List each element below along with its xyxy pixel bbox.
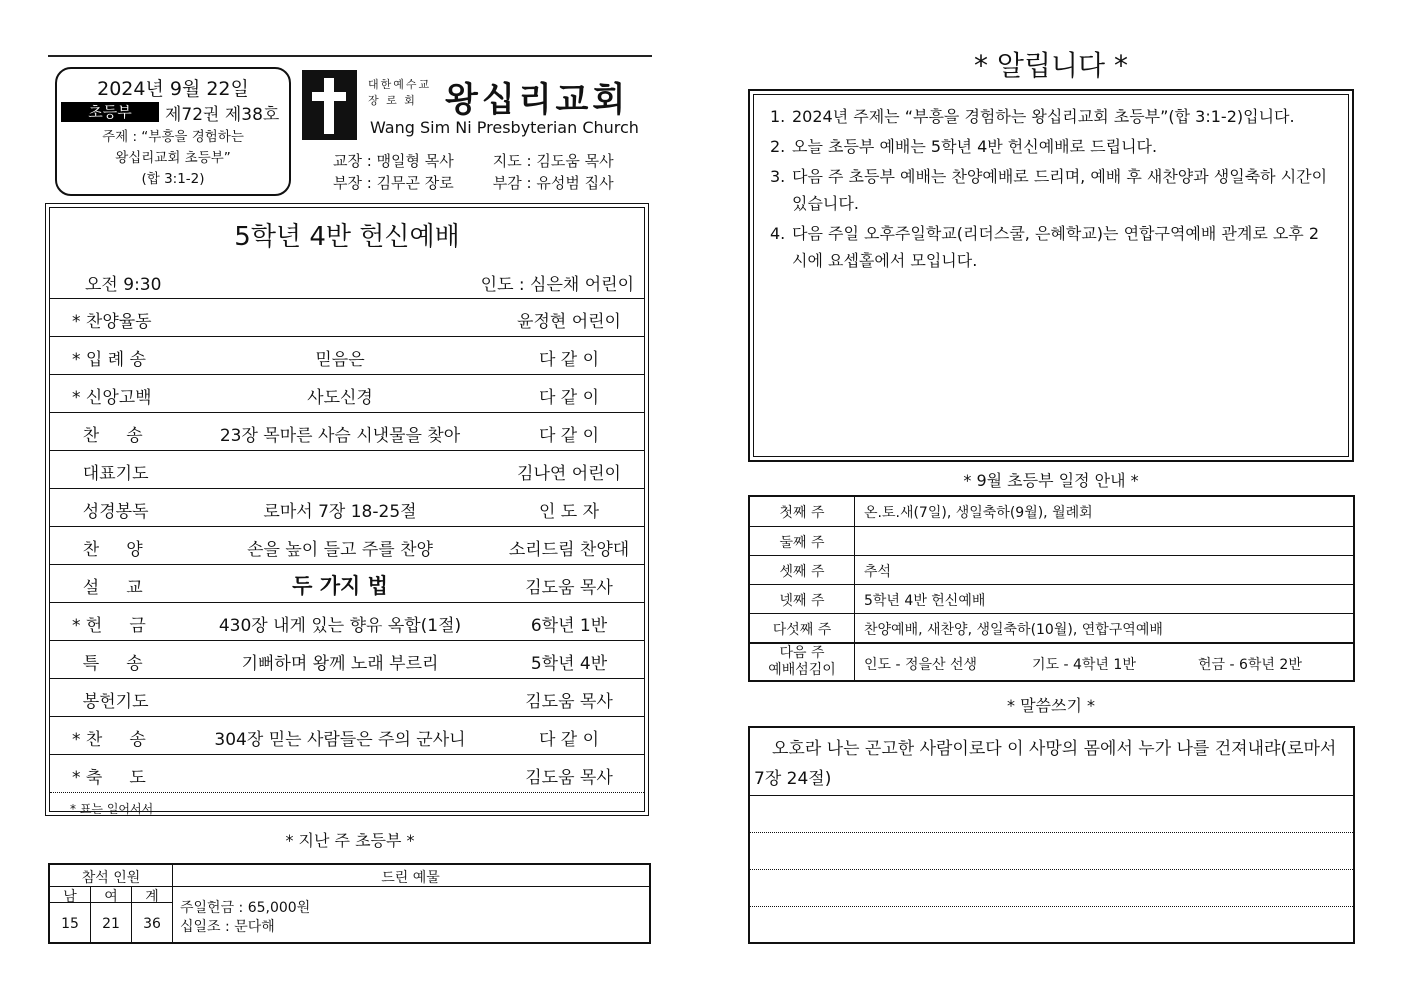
- schedule-week: 셋째 주: [779, 564, 825, 580]
- next-week-offering: 헌금 - 6학년 2반: [1198, 657, 1302, 673]
- order-part: * 신앙고백: [72, 388, 152, 408]
- order-person: 다 같 이: [538, 426, 600, 446]
- schedule-row: [750, 555, 1353, 585]
- schedule-week: 첫째 주: [779, 505, 825, 521]
- schedule-event: 찬양예배, 새찬양, 생일축하(10월), 연합구역예배: [864, 622, 1163, 638]
- schedule-week: 둘째 주: [779, 535, 825, 551]
- church-cross-logo: [302, 70, 357, 140]
- next-week-prayer: 기도 - 4학년 1반: [1032, 657, 1136, 673]
- notices-box: [748, 89, 1354, 462]
- schedule-row: [750, 526, 1353, 556]
- notices-list: [770, 103, 1334, 277]
- theme-line-2: 왕십리교회 초등부”: [115, 150, 231, 166]
- schedule-row: [750, 584, 1353, 614]
- schedule-event: 온.토.새(7일), 생일축하(9월), 월례회: [864, 505, 1093, 521]
- staff-row-2: [333, 172, 614, 193]
- worship-order-frame: [49, 207, 645, 816]
- schedule-row: [750, 613, 1353, 643]
- order-person: 김도움 목사: [525, 692, 613, 712]
- next-week-servers-label: [750, 645, 854, 679]
- order-part: 찬 송: [72, 426, 143, 446]
- notice-text: 2024년 주제는 “부흥을 경험하는 왕십리교회 초등부”(합 3:1-2)입니다.: [792, 107, 1295, 126]
- attendance-header: 참석 인원: [81, 870, 141, 886]
- next-week-label-line-1: 다음 주: [779, 645, 825, 661]
- vice-label: 부감 : 유성범 집사: [492, 174, 614, 192]
- next-week-servers-row: [750, 642, 1353, 684]
- schedule-title: * 9월 초등부 일정 안내 *: [963, 471, 1139, 490]
- notice-number: 4.: [770, 224, 786, 243]
- writing-line: [750, 832, 1353, 833]
- order-row: [50, 298, 644, 337]
- order-row: [50, 336, 644, 375]
- order-part: * 축 도: [72, 768, 146, 788]
- notice-item: [770, 133, 1334, 160]
- order-row: [50, 526, 644, 565]
- total-header: 계: [145, 889, 159, 905]
- order-part: * 입 례 송: [72, 350, 146, 370]
- order-part: 봉헌기도: [72, 692, 149, 712]
- department-badge: 초등부: [61, 102, 159, 122]
- notice-text: 다음 주일 오후주일학교(리더스쿨, 은혜학교)는 연합구역예배 관계로 오후 2시에 요셉홀에서 모입니다.: [792, 224, 1320, 270]
- denomination-line-1: 대한예수교: [368, 78, 432, 91]
- order-row: [50, 640, 644, 679]
- order-row: [50, 716, 644, 755]
- order-person: 다 같 이: [538, 388, 600, 408]
- director-label: 지도 : 김도움 목사: [492, 152, 614, 170]
- head-label: 부장 : 김무곤 장로: [333, 174, 454, 192]
- church-name-english: Wang Sim Ni Presbyterian Church: [370, 118, 639, 137]
- total-count: 36: [143, 916, 161, 932]
- order-person: 다 같 이: [538, 730, 600, 750]
- female-header: 여: [104, 889, 118, 905]
- next-week-label-line-2: 예배섬김이: [768, 662, 836, 678]
- pastor-label: 교장 : 맹일형 목사: [333, 152, 454, 170]
- order-part: * 찬양율동: [72, 312, 152, 332]
- order-part: 특 송: [72, 654, 143, 674]
- order-content: 손을 높이 들고 주를 찬양: [247, 540, 433, 560]
- denomination-line-2: 장 로 회: [368, 94, 417, 107]
- order-person: 다 같 이: [538, 350, 600, 370]
- scripture-writing-title: * 말씀쓰기 *: [1007, 696, 1095, 715]
- order-content: 기뻐하며 왕께 노래 부르리: [241, 654, 439, 674]
- schedule-table: [748, 495, 1355, 682]
- church-name-korean: 왕십리교회: [445, 80, 630, 120]
- scripture-writing-box: [748, 726, 1355, 944]
- theme-line-3: (합 3:1-2): [141, 171, 205, 187]
- order-row: [50, 564, 644, 603]
- schedule-event: 추석: [864, 564, 892, 580]
- order-part: 찬 양: [72, 540, 143, 560]
- schedule-week: 넷째 주: [779, 593, 825, 609]
- year-theme: [57, 127, 289, 190]
- next-week-lead: 인도 - 정을산 선생: [864, 657, 978, 673]
- order-content: 23장 목마른 사슴 시냇물을 찾아: [219, 426, 461, 446]
- order-part: 대표기도: [72, 464, 149, 484]
- notice-text: 오늘 초등부 예배는 5학년 4반 헌신예배로 드립니다.: [792, 137, 1158, 156]
- order-part: 성경봉독: [72, 502, 149, 522]
- sermon-title: 두 가지 법: [292, 574, 388, 598]
- worship-leader: 인도 : 심은채 어린이: [480, 275, 634, 295]
- notice-number: 2.: [770, 137, 786, 156]
- worship-title: 5학년 4반 헌신예배: [234, 222, 460, 252]
- notices-title: * 알립니다 *: [974, 49, 1128, 82]
- female-count: 21: [102, 916, 120, 932]
- order-content: 430장 내게 있는 향유 옥합(1절): [218, 616, 462, 636]
- date-box: [55, 67, 291, 196]
- writing-line: [750, 795, 1353, 796]
- worship-time: 오전 9:30: [85, 275, 162, 295]
- schedule-row: [750, 497, 1353, 526]
- order-row: [50, 488, 644, 527]
- order-row: [50, 602, 644, 641]
- header-rule: [48, 55, 652, 57]
- order-person: 김나연 어린이: [517, 464, 621, 484]
- order-row: [50, 450, 644, 489]
- order-part: * 찬 송: [72, 730, 146, 750]
- notice-item: [770, 220, 1334, 274]
- staff-row-1: [333, 150, 614, 171]
- order-row: [50, 678, 644, 717]
- schedule-event: 5학년 4반 헌신예배: [864, 593, 986, 609]
- worship-order: [45, 203, 649, 816]
- order-person: 6학년 1반: [530, 616, 608, 636]
- order-part: 설 교: [72, 578, 143, 598]
- order-row: [50, 374, 644, 413]
- order-content: 믿음은: [315, 350, 365, 370]
- volume-number: 제72권 제38호: [165, 105, 280, 125]
- scripture-verse: 오호라 나는 곤고한 사람이로다 이 사망의 몸에서 누가 나를 건져내랴(로마서 7장 24절): [754, 739, 1337, 789]
- order-part: * 헌 금: [72, 616, 146, 636]
- order-person: 소리드림 찬양대: [508, 540, 630, 560]
- denomination-label: [368, 77, 431, 109]
- order-content: 로마서 7장 18-25절: [263, 502, 417, 522]
- schedule-week: 다섯째 주: [772, 622, 832, 638]
- notice-number: 1.: [770, 107, 786, 126]
- order-content: 사도신경: [307, 388, 373, 408]
- writing-line: [750, 906, 1353, 907]
- offering-tithe: 십일조 : 문다해: [180, 919, 275, 935]
- theme-line-1: 주제 : “부흥을 경험하는: [102, 129, 244, 145]
- notice-text: 다음 주 초등부 예배는 찬양예배로 드리며, 예배 후 새찬양과 생일축하 시간이 있습니다.: [792, 167, 1328, 213]
- order-person: 윤정현 어린이: [517, 312, 621, 332]
- last-week-title: * 지난 주 초등부 *: [285, 831, 415, 850]
- notice-number: 3.: [770, 167, 786, 186]
- writing-line: [750, 869, 1353, 870]
- notices-frame: [753, 94, 1349, 457]
- offering-sunday: 주일헌금 : 65,000원: [180, 900, 311, 916]
- order-person: 김도움 목사: [525, 578, 613, 598]
- last-week-table: [48, 863, 651, 944]
- male-count: 15: [61, 916, 79, 932]
- male-header: 남: [63, 889, 77, 905]
- offering-header: 드린 예물: [381, 870, 440, 886]
- bulletin-date: 2024년 9월 22일: [97, 78, 249, 100]
- notice-item: [770, 103, 1334, 130]
- order-person: 인 도 자: [538, 502, 600, 522]
- notice-item: [770, 163, 1334, 217]
- standing-footnote: * 표는 일어서서: [70, 802, 154, 816]
- order-row: [50, 754, 644, 793]
- order-row: [50, 412, 644, 451]
- order-content: 304장 믿는 사람들은 주의 군사니: [214, 730, 466, 750]
- order-person: 김도움 목사: [525, 768, 613, 788]
- order-person: 5학년 4반: [530, 654, 608, 674]
